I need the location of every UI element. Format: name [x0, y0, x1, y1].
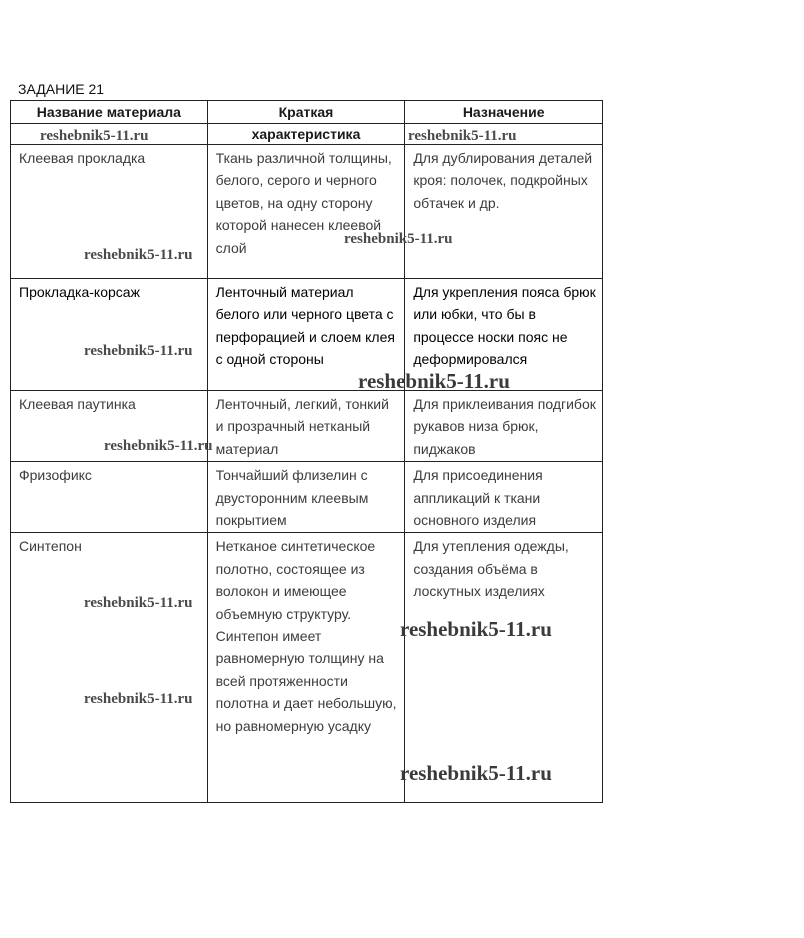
table-row: [11, 145, 603, 279]
task-title: ЗАДАНИЕ 21: [18, 81, 105, 97]
material-name-cell: Клеевая прокладка: [11, 145, 208, 279]
material-description-cell: Нетканое синтетическое полотно, состоящее из волокон и имеющее объемную структуру. Синтепон имеет равномерную толщину на всей протяженности полотна и дает небольшую, но равномерную усадку: [207, 533, 405, 803]
material-purpose-cell: Для приклеивания подгибок рукавов низа брюк, пиджаков: [405, 391, 603, 462]
table-header-row: [11, 101, 603, 124]
watermark-text: reshebnik5-11.ru: [358, 369, 510, 393]
watermark-text: reshebnik5-11.ru: [84, 595, 193, 611]
watermark-text: reshebnik5-11.ru: [408, 128, 517, 144]
watermark-text: reshebnik5-11.ru: [84, 247, 193, 263]
watermark-text: reshebnik5-11.ru: [400, 761, 552, 785]
watermark-text: reshebnik5-11.ru: [344, 231, 453, 247]
subheader-description: характеристика: [207, 124, 405, 145]
subheader-empty-cell: [11, 124, 208, 145]
material-description-cell: Ленточный, легкий, тонкий и прозрачный нетканый материал: [207, 391, 405, 462]
watermark-text: reshebnik5-11.ru: [84, 343, 193, 359]
header-purpose: Назначение: [405, 101, 603, 124]
material-purpose-cell: Для присоединения аппликаций к ткани основного изделия: [405, 462, 603, 533]
subheader-empty-cell: [405, 124, 603, 145]
material-description-cell: Ткань различной толщины, белого, серого и черного цветов, на одну сторону которой нанесен клеевой слой: [207, 145, 405, 279]
material-purpose-cell: Для утепления одежды, создания объёма в лоскутных изделиях: [405, 533, 603, 803]
watermark-text: reshebnik5-11.ru: [84, 691, 193, 707]
watermark-text: reshebnik5-11.ru: [400, 617, 552, 641]
material-name-cell: Фризофикс: [11, 462, 208, 533]
table-row: [11, 391, 603, 462]
material-description-cell: Ленточный материал белого или черного цвета с перфорацией и слоем клея с одной стороны: [207, 279, 405, 391]
material-name-cell: Клеевая паутинка: [11, 391, 208, 462]
table-row: [11, 279, 603, 391]
watermark-text: reshebnik5-11.ru: [40, 128, 149, 144]
material-purpose-cell: Для укрепления пояса брюк или юбки, что бы в процессе носки пояс не деформировался: [405, 279, 603, 391]
material-name-cell: Прокладка-корсаж: [11, 279, 208, 391]
materials-table: [10, 100, 603, 803]
material-description-cell: Тончайший флизелин с двусторонним клеевым покрытием: [207, 462, 405, 533]
table-row: [11, 533, 603, 803]
table-subheader-row: [11, 124, 603, 145]
header-material-name: Название материала: [11, 101, 208, 124]
material-purpose-cell: Для дублирования деталей кроя: полочек, подкройных обтачек и др.: [405, 145, 603, 279]
header-short-description: Краткая: [207, 101, 405, 124]
table-row: [11, 462, 603, 533]
watermark-text: reshebnik5-11.ru: [104, 438, 213, 454]
material-name-cell: Синтепон: [11, 533, 208, 803]
